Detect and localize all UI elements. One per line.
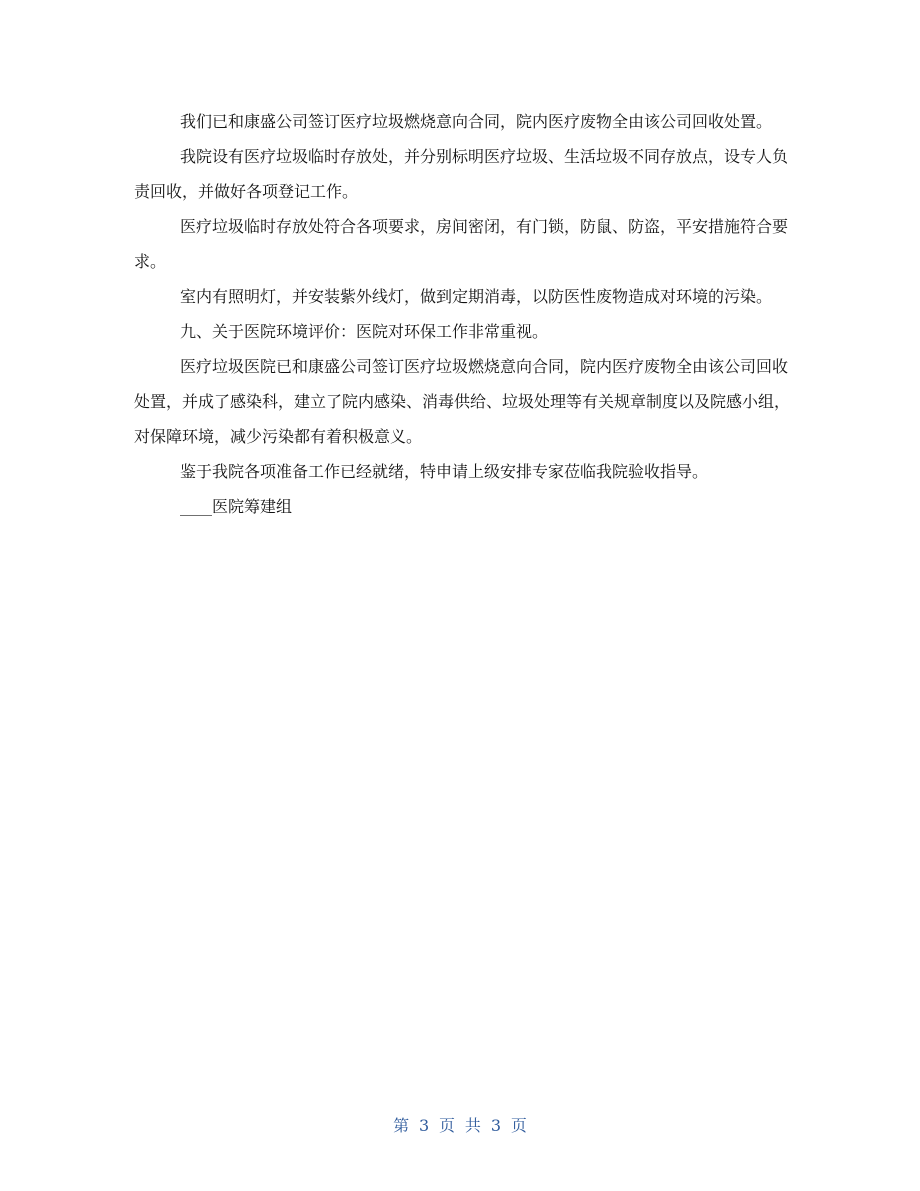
paragraph-6: 医疗垃圾医院已和康盛公司签订医疗垃圾燃烧意向合同，院内医疗废物全由该公司回收处置，并成了感染科，建立了院内感染、消毒供给、垃圾处理等有关规章制度以及院感小组，对保障环境，减少污染都有着积极意义。: [134, 357, 791, 446]
document-body: [134, 104, 794, 524]
paragraph-1: 我们已和康盛公司签订医疗垃圾燃烧意向合同，院内医疗废物全由该公司回收处置。: [180, 112, 773, 131]
page-number-footer: 第 3 页 共 3 页: [393, 1116, 527, 1135]
signature-line: ____医院筹建组: [180, 497, 293, 516]
paragraph-2: 我院设有医疗垃圾临时存放处，并分别标明医疗垃圾、生活垃圾不同存放点，设专人负责回收，并做好各项登记工作。: [134, 147, 789, 201]
paragraph-7: 鉴于我院各项准备工作已经就绪，特申请上级安排专家莅临我院验收指导。: [180, 462, 709, 481]
paragraph-4: 室内有照明灯，并安装紫外线灯，做到定期消毒，以防医性废物造成对环境的污染。: [180, 287, 773, 306]
paragraph-3: 医疗垃圾临时存放处符合各项要求，房间密闭，有门锁，防鼠、防盗，平安措施符合要求。: [134, 217, 789, 271]
paragraph-5: 九、关于医院环境评价：医院对环保工作非常重视。: [180, 322, 549, 341]
